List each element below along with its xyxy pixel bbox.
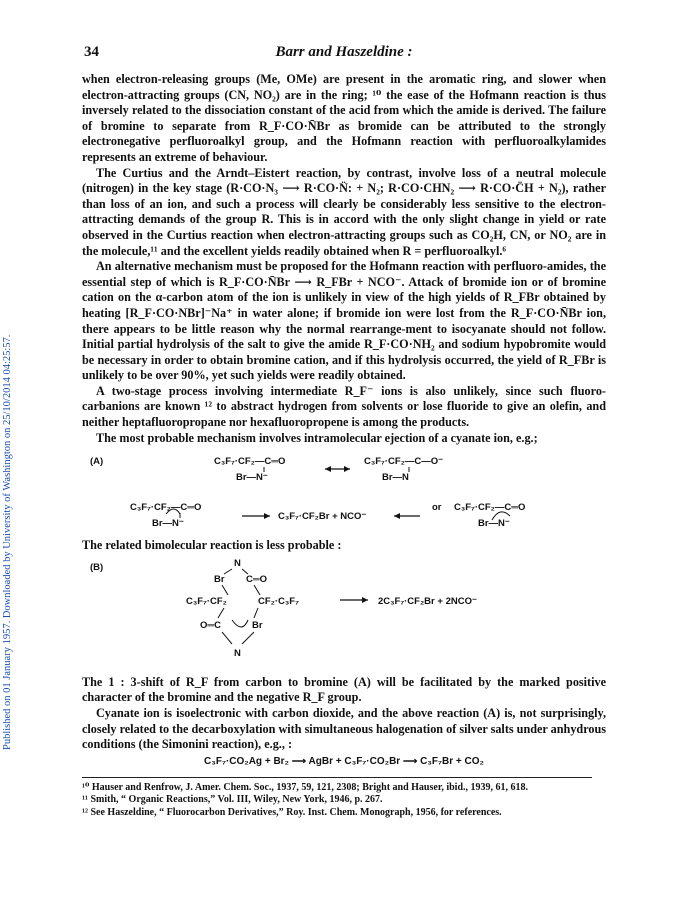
scheme-a-drawing <box>82 446 606 538</box>
bond-line <box>222 632 232 644</box>
scheme-a-product: C₃F₇·CF₂Br + NCO⁻ <box>278 511 367 523</box>
curly-arrow <box>232 620 248 627</box>
page-header <box>82 44 606 66</box>
download-watermark <box>2 150 16 750</box>
paragraph-3: An alternative mechanism must be proposed for the Hofmann reaction with perfluoro-amides, the essential step of which is R_F·CO·N̄Br ⟶ R_FBr + NCO⁻. Attack of bromide ion or of bromine cation on the α-carbon atom of the ion is unlikely in view of the high yields of R_FBr obtained by heating [R_F·CO·NBr]⁻Na⁺ in water alone; if bromide ion were lost from the R_F·CO·N̄Br ion, there appears to be little reason why the normal rearrange-ment to isocyanate should not follow. Initial partial hydrolysis of the salt to give the amide R_F·CO·NH₂ and sodium hypobromite would be necessary in order to obtain bromine cation, and if this hydrolysis occurred, the yield of R_FBr is unlikely to be over 90%, yet such yields were readily obtained. <box>82 259 606 383</box>
bond-line <box>218 608 224 618</box>
arrow-head <box>264 513 270 519</box>
bond-line <box>242 569 248 574</box>
scheme-b-br-bottom: Br <box>252 619 263 631</box>
bond-line <box>222 585 228 595</box>
footnote-12: ¹² See Haszeldine, “ Fluorocarbon Derivatives,” Roy. Inst. Chem. Monograph, 1956, for references. <box>82 806 502 818</box>
scheme-b-co-top: C═O <box>246 573 267 585</box>
bond-line <box>254 585 260 595</box>
scheme-b <box>82 554 606 672</box>
footnote-11: ¹¹ Smith, “ Organic Reactions,” Vol. III, Wiley, New York, 1946, p. 267. <box>82 794 383 806</box>
paragraph-7: The 1 : 3-shift of R_F from carbon to bromine (A) will be facilitated by the marked positive character of the bromine and the negative R_F group. <box>82 674 606 705</box>
running-title: Barr and Haszeldine : <box>275 44 413 60</box>
scheme-a-row2-left-top: C₃F₇·CF₂—C═O <box>130 502 202 514</box>
scheme-b-n-bottom: N <box>234 647 241 659</box>
scheme-a-row2-right-bottom: Br—N⁻ <box>478 518 510 530</box>
scheme-b-drawing <box>82 554 606 672</box>
arrow-head <box>325 466 331 472</box>
scheme-b-product: 2C₃F₇·CF₂Br + 2NCO⁻ <box>378 595 477 607</box>
bond-line <box>242 632 254 644</box>
paragraph-2: The Curtius and the Arndt–Eistert reaction, by contrast, involve loss of a neutral molecule (nitrogen) in the key stage (R·CO·N₃ ⟶ R·CO·N̈: + N₂; R·CO·CHN₂ ⟶ R·CO·C̈H + N₂), rather than loss of an ion, and such a process will clearly be considerably less sensitive to the electron-attracting demands of the group R. This is in accord with the only slight change in yield or rate observed in the Curtius reaction when electron-attracting groups such as CO₂H, CN, or NO₂ are in the molecule,¹¹ and the excellent yields readily obtained when R = perfluoroalkyl.⁶ <box>82 165 606 258</box>
arrow-head <box>394 513 400 519</box>
paragraph-5: The most probable mechanism involves intramolecular ejection of a cyanate ion, e.g.; <box>96 430 538 445</box>
scheme-b-n-top: N <box>234 557 241 569</box>
arrow-head <box>344 466 350 472</box>
download-watermark-text: Published on 01 January 1957. Downloaded by University of Washington on 25/10/2014 04:25:57. <box>2 334 13 750</box>
scheme-a-row2-right-top: C₃F₇·CF₂—C═O <box>454 502 526 514</box>
paragraph-1: when electron-releasing groups (Me, OMe) are present in the aromatic ring, and slower when electron-attracting groups (CN, NO₂) are in the ring; ¹⁰ the ease of the Hofmann reaction is thus inversely related to the dissociation constant of the acid from which the amide is derived. The failure of bromine to separate from R_F·CO·N̄Br as bromide can be attributed to the strongly electronegative perfluoroalkyl group, and the Hofmann reaction with perfluoroalkylamides represents an extreme of behaviour. <box>82 72 606 164</box>
bond-line <box>254 608 258 618</box>
scheme-b-br-top: Br <box>214 573 225 585</box>
scheme-a-right-bottom: Br—N <box>382 472 409 484</box>
simonini-equation: C₃F₇·CO₂Ag + Br₂ ⟶ AgBr + C₃F₇·CO₂Br ⟶ C₃F₇Br + CO₂ <box>203 755 484 767</box>
page-number: 34 <box>84 44 99 60</box>
paragraph-8: Cyanate ion is isoelectronic with carbon dioxide, and the above reaction (A) is, not surprisingly, closely related to the decarboxylation with simultaneous halogenation of silver salts under anhydrous conditions (the Simonini reaction), e.g., : <box>82 706 606 752</box>
scheme-b-right-group: CF₂·C₃F₇ <box>258 595 299 607</box>
scheme-a-right-top: C₃F₇·CF₂—C—O⁻ <box>364 456 444 468</box>
arrow-head <box>362 597 368 603</box>
scheme-a-row2-left-bottom: Br—N⁻ <box>152 518 184 530</box>
scheme-b-label: (B) <box>90 561 104 573</box>
paragraph-6: The related bimolecular reaction is less probable : <box>82 538 342 553</box>
journal-page <box>82 44 606 819</box>
bond-line <box>224 569 232 574</box>
scheme-a-left-top: C₃F₇·CF₂—C═O <box>214 456 286 468</box>
scheme-b-co-bottom: O═C <box>200 619 221 631</box>
scheme-b-left-group: C₃F₇·CF₂ <box>186 595 227 607</box>
scheme-a-or: or <box>432 502 442 514</box>
footnote-10: ¹⁰ Hauser and Renfrow, J. Amer. Chem. Soc., 1937, 59, 121, 2308; Bright and Hauser, ibid., 1939, 61, 618. <box>82 781 529 793</box>
scheme-a-label: (A) <box>90 456 104 468</box>
scheme-a <box>82 446 606 538</box>
paragraph-4: A two-stage process involving intermediate R_F⁻ ions is also unlikely, since such fluoro-carbanions are known ¹² to abstract hydrogen from solvents or lose fluoride to give an olefin, and neither heptafluoropropane nor hexafluoropropene is among the products. <box>82 383 606 430</box>
footnotes <box>82 777 592 820</box>
scheme-a-left-bottom: Br—N⁻ <box>236 472 268 484</box>
